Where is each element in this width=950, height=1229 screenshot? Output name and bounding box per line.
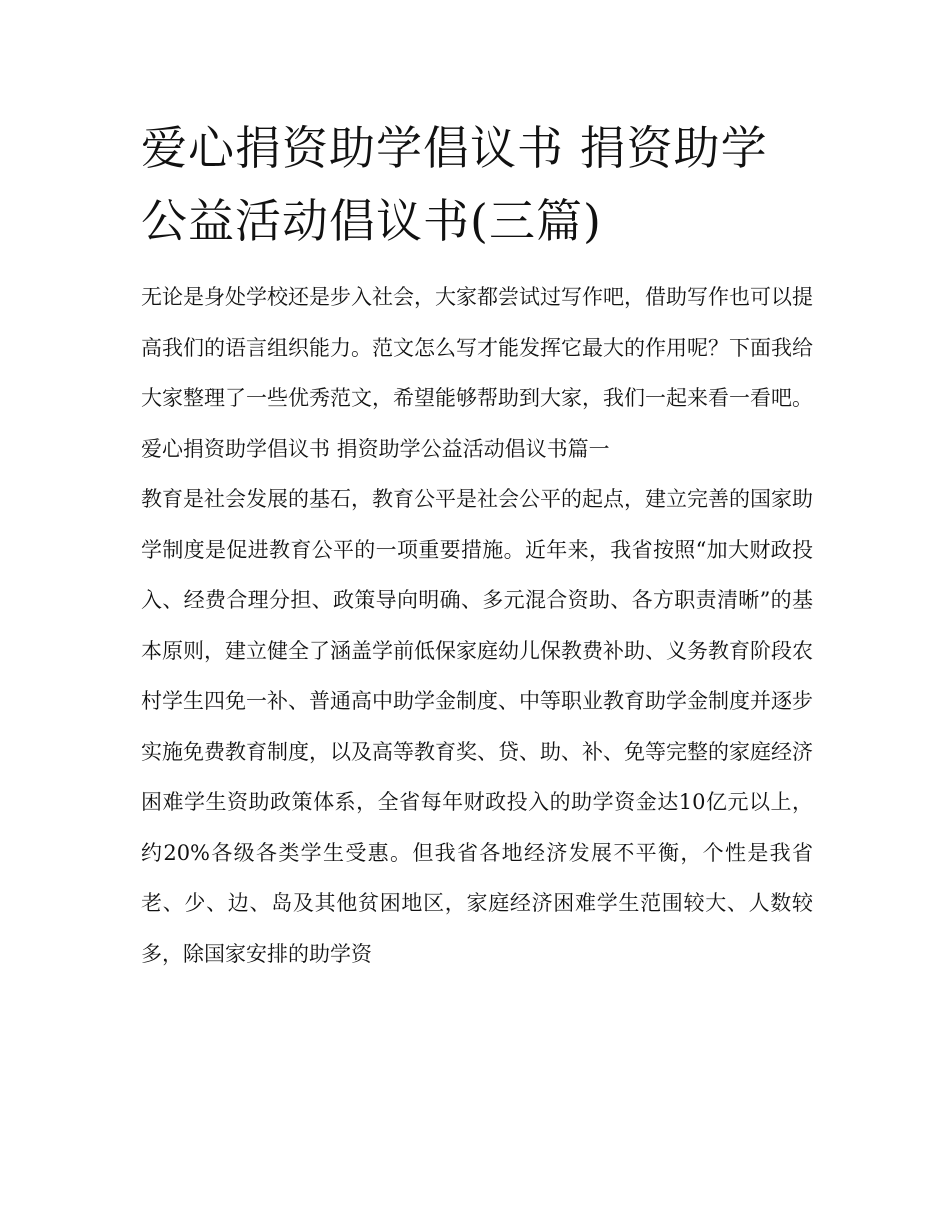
body-paragraph: 教育是社会发展的基石，教育公平是社会公平的起点，建立完善的国家助学制度是促进教育公平的一项重要措施。近年来，我省按照“加大财政投入、经费合理分担、政策导向明确、多元混合资助、各方职责清晰”的基本原则，建立健全了涵盖学前低保家庭幼儿保教费补助、义务教育阶段农村学生四免一补、普通高中助学金制度、中等职业教育助学金制度并逐步实施免费教育制度，以及高等教育奖、贷、助、补、免等完整的家庭经济困难学生资助政策体系，全省每年财政投入的助学资金达10亿元以上，约20%各级各类学生受惠。但我省各地经济发展不平衡，个性是我省老、少、边、岛及其他贫困地区，家庭经济困难学生范围较大、人数较多，除国家安排的助学资 xyxy=(141,487,813,966)
section-heading: 爱心捐资助学倡议书 捐资助学公益活动倡议书篇一 xyxy=(141,436,610,461)
document-page xyxy=(141,112,813,979)
intro-paragraph: 无论是身处学校还是步入社会，大家都尝试过写作吧，借助写作也可以提高我们的语言组织能力。范文怎么写才能发挥它最大的作用呢？下面我给大家整理了一些优秀范文，希望能够帮助到大家，我们一起来看一看吧。 xyxy=(141,285,813,410)
document-title: 爱心捐资助学倡议书 捐资助学公益活动倡议书(三篇) xyxy=(141,121,768,248)
